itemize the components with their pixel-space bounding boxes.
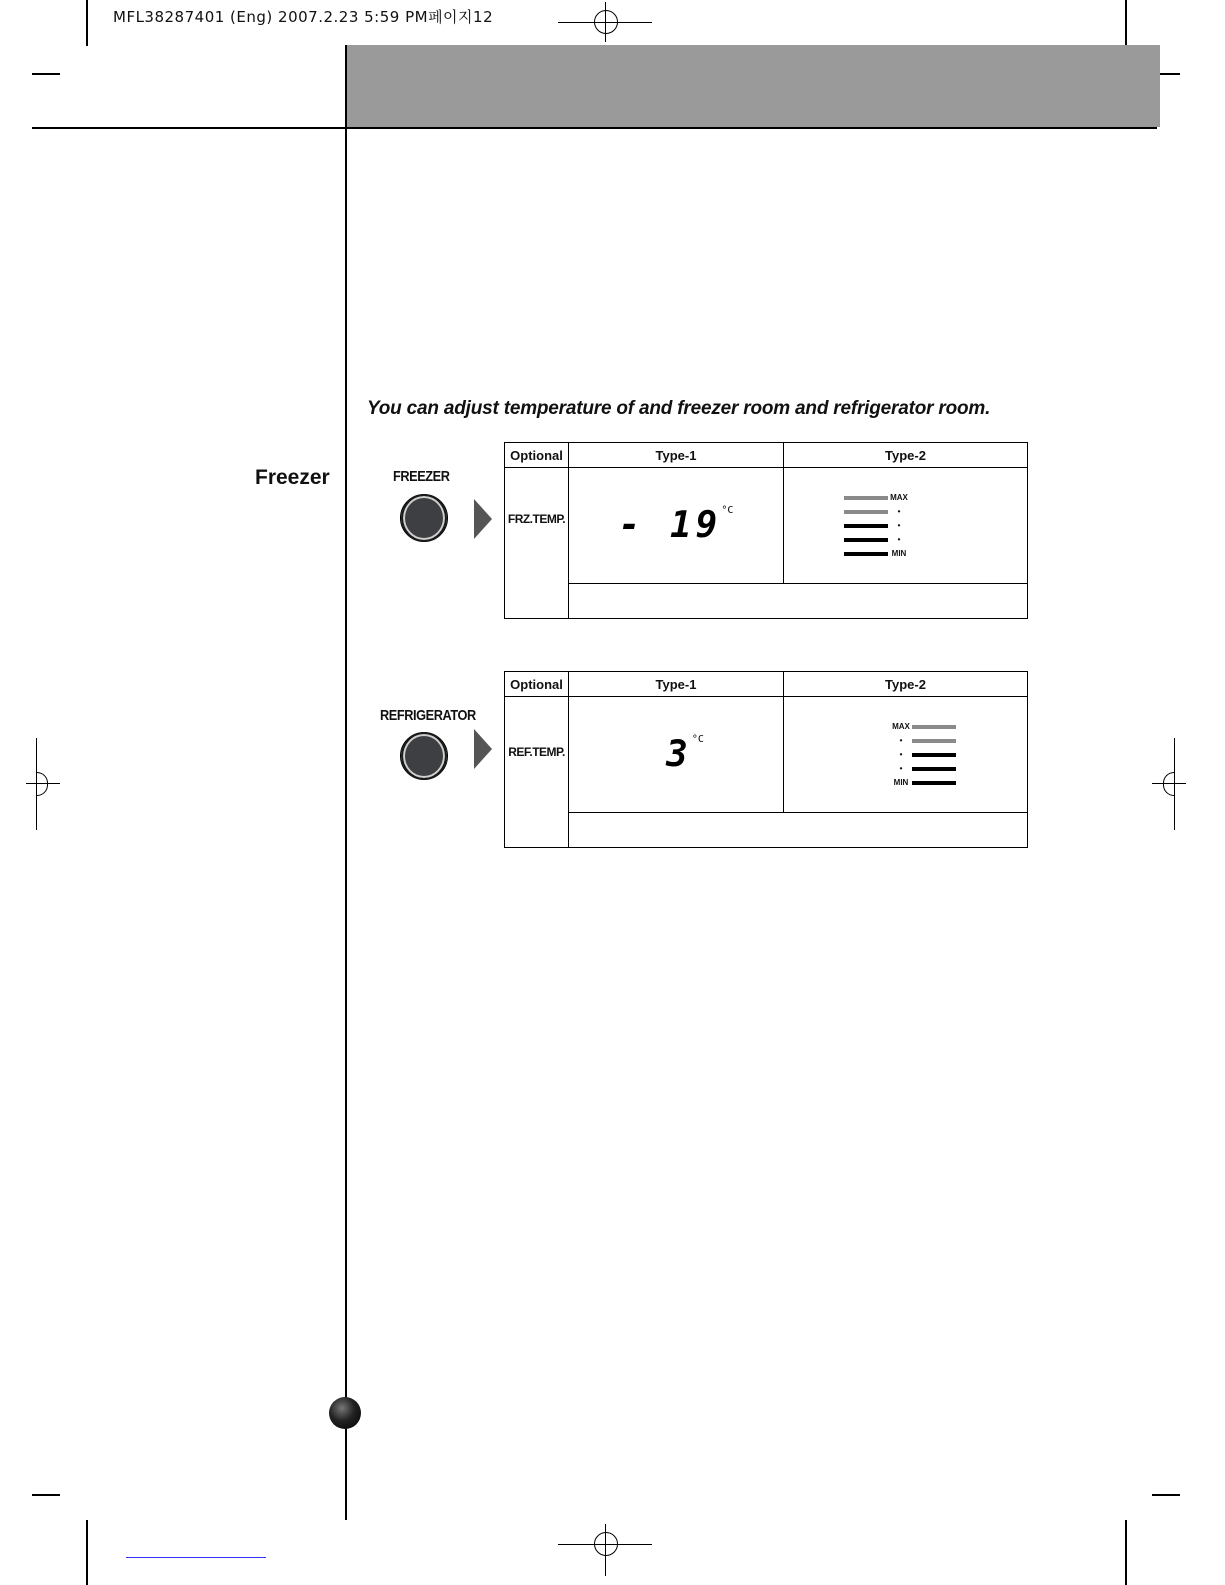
type-1-display	[569, 468, 784, 584]
freezer-options-table	[504, 442, 1028, 619]
margin-rule	[345, 45, 347, 1520]
header-type-1: Type-1	[569, 443, 784, 468]
registration-mark-icon	[558, 10, 652, 36]
type-2-display	[784, 697, 1028, 813]
level-dot-label: •	[899, 750, 903, 759]
level-dot-label: •	[899, 764, 903, 773]
header-optional: Optional	[505, 443, 569, 468]
level-indicator	[844, 491, 1027, 561]
header-optional: Optional	[505, 672, 569, 697]
freezer-button-label: FREEZER	[393, 468, 450, 485]
level-dot-label: •	[897, 535, 901, 544]
print-header: MFL38287401 (Eng) 2007.2.23 5:59 PM페이지12	[113, 8, 494, 26]
type-1-display	[569, 697, 784, 813]
level-bar	[844, 524, 888, 528]
level-bar	[844, 538, 888, 542]
registration-mark-icon	[558, 1532, 652, 1558]
header-rule	[32, 127, 1157, 129]
crop-mark	[86, 0, 88, 46]
level-bar	[912, 725, 956, 729]
level-bar	[844, 510, 888, 514]
registration-mark-icon	[1152, 738, 1186, 830]
refrigerator-button-label: REFRIGERATOR	[380, 707, 476, 724]
knob-icon	[401, 732, 447, 780]
page-marker-icon	[329, 1397, 361, 1429]
level-max-label: MAX	[892, 722, 910, 731]
digital-temp-display	[619, 505, 734, 546]
header-type-2: Type-2	[784, 672, 1028, 697]
temp-value: 3	[666, 734, 692, 775]
crop-mark	[32, 73, 60, 75]
ref-temp-label: REF.TEMP.	[508, 745, 565, 759]
level-bar	[912, 781, 956, 785]
arrow-right-icon	[474, 499, 492, 539]
level-dot-label: •	[899, 736, 903, 745]
header-type-1: Type-1	[569, 672, 784, 697]
level-bar	[912, 767, 956, 771]
header-type-2: Type-2	[784, 443, 1028, 468]
refrigerator-options-table	[504, 671, 1028, 848]
note-cell	[569, 813, 1028, 848]
temp-unit: °C	[691, 734, 704, 745]
registration-mark-icon	[26, 738, 60, 830]
level-max-label: MAX	[890, 493, 908, 502]
level-min-label: MIN	[893, 778, 909, 787]
frz-temp-label: FRZ.TEMP.	[507, 512, 566, 526]
level-dot-label: •	[897, 521, 901, 530]
section-title: Freezer	[255, 466, 330, 489]
level-bar	[844, 552, 888, 556]
level-bar	[844, 496, 888, 500]
intro-text: You can adjust temperature of and freezer room and refrigerator room.	[367, 398, 991, 419]
level-dot-label: •	[897, 507, 901, 516]
link-underline	[126, 1557, 266, 1558]
arrow-right-icon	[474, 729, 492, 769]
crop-mark	[32, 1494, 60, 1496]
level-indicator	[890, 720, 1027, 790]
level-min-label: MIN	[891, 549, 907, 558]
level-bar	[912, 753, 956, 757]
title-band	[346, 45, 1160, 127]
crop-mark	[86, 1520, 88, 1585]
refrigerator-button[interactable]	[400, 732, 448, 780]
crop-mark	[1125, 0, 1127, 46]
digital-temp-display	[666, 734, 704, 775]
temp-unit: °C	[721, 505, 734, 516]
crop-mark	[1152, 1494, 1180, 1496]
row-label	[505, 697, 569, 848]
level-bar	[912, 739, 956, 743]
knob-icon	[401, 494, 447, 542]
temp-value: - 19	[618, 505, 722, 546]
type-2-display	[784, 468, 1028, 584]
row-label	[505, 468, 569, 619]
freezer-button[interactable]	[400, 494, 448, 542]
note-cell	[569, 584, 1028, 619]
crop-mark	[1125, 1520, 1127, 1585]
